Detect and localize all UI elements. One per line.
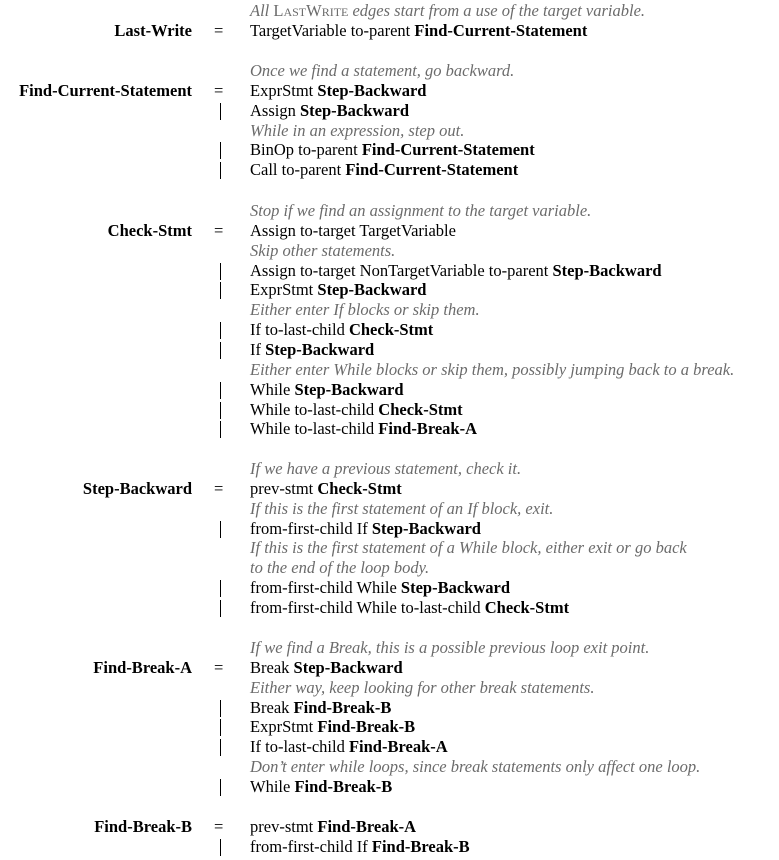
equals-sign: = bbox=[214, 817, 224, 836]
alternative-bar bbox=[220, 402, 221, 419]
production bbox=[250, 519, 481, 539]
rule-comment: If we have a previous statement, check it. bbox=[250, 459, 522, 478]
alternative-bar bbox=[220, 382, 221, 399]
nonterminal-ref: Find-Current-Statement bbox=[345, 160, 519, 180]
nonterminal-ref: Find-Break-A bbox=[348, 737, 448, 757]
alternative-bar bbox=[220, 839, 221, 856]
alternative-bar bbox=[220, 342, 221, 359]
rule-name: Find-Current-Statement bbox=[19, 80, 192, 100]
nonterminal-ref: Step-Backward bbox=[552, 260, 662, 280]
rule-name: Check-Stmt bbox=[107, 220, 192, 240]
production bbox=[250, 21, 587, 41]
nonterminal-ref: Step-Backward bbox=[299, 100, 410, 120]
production-terms: prev-stmt bbox=[250, 817, 318, 836]
production bbox=[250, 380, 404, 400]
production bbox=[250, 717, 415, 737]
production-terms: TargetVariable to-parent bbox=[250, 20, 415, 40]
production-terms: Break bbox=[250, 697, 294, 717]
edge-type-name: LastWrite bbox=[273, 1, 349, 20]
rule-name: Last-Write bbox=[114, 20, 192, 40]
production bbox=[250, 817, 416, 837]
rule-name: Find-Break-B bbox=[94, 817, 192, 836]
rule-comment: Stop if we find an assignment to the target variable. bbox=[250, 201, 592, 220]
production-terms: If to-last-child bbox=[250, 737, 349, 757]
rule-comment: Don’t enter while loops, since break statements only affect one loop. bbox=[250, 757, 701, 777]
production-terms: ExprStmt bbox=[250, 280, 318, 300]
production-terms: While bbox=[250, 379, 295, 399]
production bbox=[250, 221, 456, 241]
alternative-bar bbox=[220, 162, 221, 179]
equals-sign: = bbox=[214, 478, 224, 498]
production-terms: from-first-child While to-last-child bbox=[250, 597, 485, 617]
rule-comment: If this is the first statement of a While block, either exit or go back bbox=[250, 538, 687, 558]
equals-sign: = bbox=[214, 20, 224, 40]
rule-comment: If we find a Break, this is a possible previous loop exit point. bbox=[250, 638, 650, 657]
production-terms: Call to-parent bbox=[250, 160, 346, 180]
nonterminal-ref: Find-Current-Statement bbox=[414, 20, 588, 40]
production-terms: While to-last-child bbox=[250, 419, 379, 439]
equals-sign: = bbox=[214, 80, 224, 100]
production bbox=[250, 400, 463, 420]
production bbox=[250, 81, 426, 101]
production-terms: prev-stmt bbox=[250, 478, 318, 498]
equals-sign: = bbox=[214, 657, 224, 677]
nonterminal-ref: Step-Backward bbox=[293, 657, 403, 677]
alternative-bar bbox=[220, 521, 221, 538]
nonterminal-ref: Check-Stmt bbox=[348, 320, 434, 340]
nonterminal-ref: Step-Backward bbox=[371, 518, 481, 538]
production bbox=[250, 598, 569, 618]
production-terms: Break bbox=[250, 657, 294, 677]
alternative-bar bbox=[220, 322, 221, 339]
alternative-bar bbox=[220, 779, 221, 796]
production-terms: Assign to-target TargetVariable bbox=[250, 220, 456, 240]
production-terms: While to-last-child bbox=[250, 399, 379, 419]
production bbox=[250, 160, 518, 180]
production bbox=[250, 280, 426, 300]
nonterminal-ref: Step-Backward bbox=[317, 80, 427, 100]
rule-name: Find-Break-A bbox=[93, 657, 192, 677]
nonterminal-ref: Find-Break-B bbox=[293, 697, 392, 717]
nonterminal-ref: Check-Stmt bbox=[317, 478, 402, 498]
alternative-bar bbox=[220, 421, 221, 438]
production-terms: from-first-child If bbox=[250, 518, 372, 538]
nonterminal-ref: Find-Break-A bbox=[317, 817, 417, 836]
rule-comment: Either enter While blocks or skip them, possibly jumping back to a break. bbox=[250, 359, 735, 379]
production bbox=[250, 777, 392, 797]
equals-sign: = bbox=[214, 220, 224, 240]
rule-comment: Once we find a statement, go backward. bbox=[250, 61, 515, 80]
production bbox=[250, 101, 409, 121]
nonterminal-ref: Step-Backward bbox=[265, 339, 375, 359]
rule-name: Step-Backward bbox=[82, 478, 192, 498]
production-terms: from-first-child If bbox=[250, 836, 372, 856]
rule-comment: Either enter If blocks or skip them. bbox=[250, 300, 480, 320]
production bbox=[250, 658, 403, 678]
production-terms: BinOp to-parent bbox=[250, 140, 362, 160]
alternative-bar bbox=[220, 739, 221, 756]
alternative-bar bbox=[220, 103, 221, 120]
nonterminal-ref: Step-Backward bbox=[400, 578, 510, 598]
production-terms: from-first-child While bbox=[250, 578, 401, 598]
production bbox=[250, 737, 448, 757]
rule-comment: If this is the first statement of an If block, exit. bbox=[250, 498, 554, 518]
production-terms: Assign to-target NonTargetVariable to-parent bbox=[250, 260, 553, 280]
comment-text: edges start from a use of the target variable. bbox=[348, 1, 646, 20]
nonterminal-ref: Find-Break-A bbox=[378, 419, 477, 439]
production-terms: ExprStmt bbox=[250, 80, 318, 100]
alternative-bar bbox=[220, 700, 221, 717]
rule-comment: Either way, keep looking for other break statements. bbox=[250, 677, 595, 697]
production bbox=[250, 140, 535, 160]
alternative-bar bbox=[220, 142, 221, 159]
nonterminal-ref: Find-Break-B bbox=[371, 836, 470, 856]
production bbox=[250, 419, 477, 439]
rule-comment bbox=[250, 1, 645, 21]
nonterminal-ref: Step-Backward bbox=[294, 379, 404, 399]
rule-comment: to the end of the loop body. bbox=[250, 558, 430, 578]
production bbox=[250, 578, 510, 598]
rule-comment: Skip other statements. bbox=[250, 240, 396, 260]
production-terms: If bbox=[250, 339, 266, 359]
production-terms: Assign bbox=[250, 100, 300, 120]
production bbox=[250, 320, 433, 340]
nonterminal-ref: Check-Stmt bbox=[484, 597, 570, 617]
production bbox=[250, 837, 470, 857]
alternative-bar bbox=[220, 719, 221, 736]
nonterminal-ref: Step-Backward bbox=[317, 280, 427, 300]
comment-text: All bbox=[250, 1, 274, 20]
nonterminal-ref: Find-Current-Statement bbox=[361, 140, 535, 160]
production bbox=[250, 340, 374, 360]
production bbox=[250, 479, 402, 499]
production bbox=[250, 261, 662, 281]
nonterminal-ref: Check-Stmt bbox=[378, 399, 463, 419]
production bbox=[250, 698, 391, 718]
production-terms: If to-last-child bbox=[250, 320, 349, 340]
alternative-bar bbox=[220, 580, 221, 597]
nonterminal-ref: Find-Break-B bbox=[317, 717, 416, 737]
alternative-bar bbox=[220, 282, 221, 299]
production-terms: ExprStmt bbox=[250, 717, 318, 737]
alternative-bar bbox=[220, 263, 221, 280]
alternative-bar bbox=[220, 600, 221, 617]
production-terms: While bbox=[250, 776, 295, 796]
rule-comment: While in an expression, step out. bbox=[250, 120, 465, 140]
nonterminal-ref: Find-Break-B bbox=[294, 776, 393, 796]
